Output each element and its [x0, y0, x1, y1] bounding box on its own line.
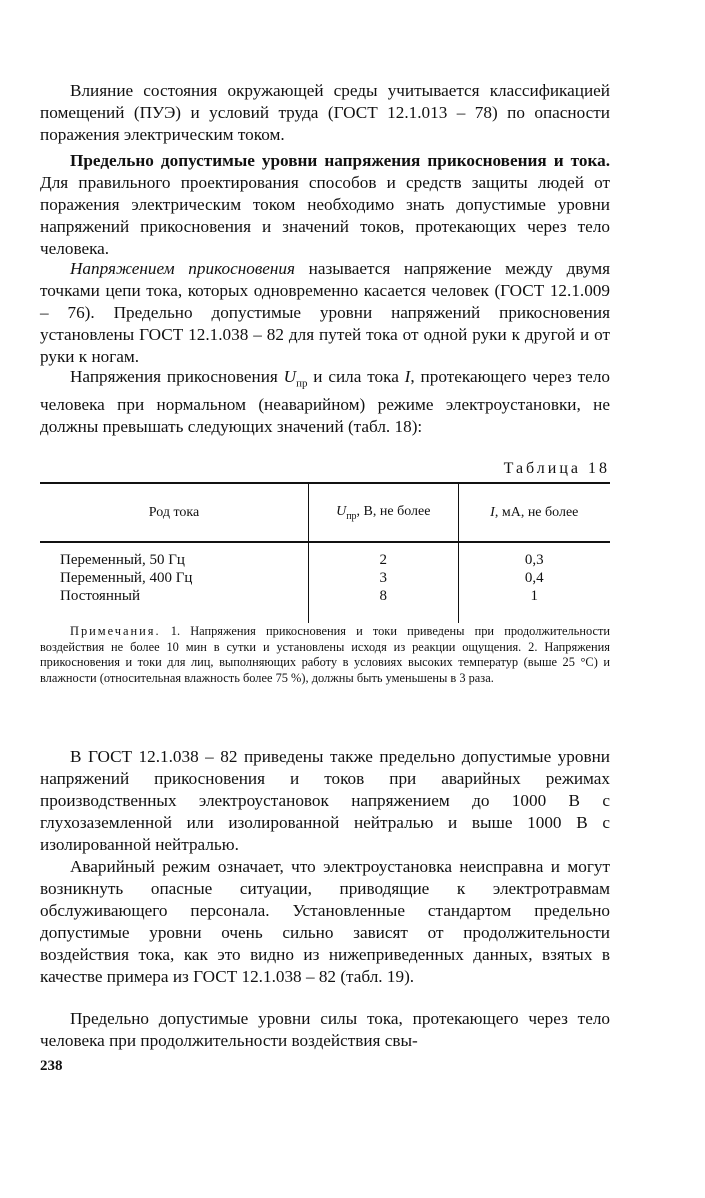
table-cell: Постоянный: [60, 588, 140, 604]
paragraph-environment: Влияние состояния окружающей среды учитывается классификацией помещений (ПУЭ) и условий труда (ГОСТ 12.1.013 – 78) по опасности поражения электрическим током.: [40, 81, 610, 144]
header-voltage-unit: , В, не более: [356, 503, 431, 519]
table-cell: Переменный, 400 Гц: [60, 570, 193, 586]
table-cell: 8: [379, 588, 387, 604]
paragraph-normal-mode: [40, 366, 610, 438]
table-caption: Таблица 18: [503, 460, 610, 477]
header-current-unit: , мА, не более: [494, 504, 579, 520]
symbol-u-subscript: пр: [346, 510, 357, 522]
paragraph-emergency-limits: В ГОСТ 12.1.038 – 82 приведены также предельно допустимые уровни напряжений прикосновения и токов при аварийных режимах производственных электроустановок напряжением до 1000 В с глухозаземленной или изолированной нейтралью и выше 1000 В с изолированной нейтралью.: [40, 747, 610, 854]
table-header-row: [40, 483, 610, 542]
table-cell: 3: [379, 570, 387, 586]
header-current-kind: Род тока: [40, 483, 308, 542]
note-label: Примечания.: [70, 624, 161, 638]
column-voltage: [308, 542, 458, 623]
page-number: 238: [40, 1058, 63, 1074]
paragraph-text: называется напряжение между двумя точками цепи тока, которых одновременно касается человек (ГОСТ 12.1.009 – 76). Предельно допустимые уровни напряжений прикосновения установлены ГОСТ 12.1.038 – 82 для путей тока от одной руки к другой и от руки к ногам.: [40, 259, 610, 366]
table-note: [40, 624, 610, 686]
symbol-i: I: [404, 367, 411, 386]
paragraph-heading: Предельно допустимые уровни напряжения прикосновения и тока.: [70, 151, 610, 170]
symbol-u: U: [336, 503, 347, 519]
paragraph-text: Для правильного проектирования способов и средств защиты людей от поражения электрическим током необходимо знать допустимые уровни напряжений прикосновения и значений токов, протекающих через тело человека.: [40, 173, 610, 258]
symbol-i: I: [490, 504, 495, 520]
text-segment: и сила тока: [307, 367, 405, 386]
paragraph-permissible-levels: [40, 150, 610, 260]
symbol-u-subscript: пр: [296, 377, 308, 390]
table-cell: 0,3: [524, 552, 544, 568]
header-current: [458, 483, 610, 542]
defined-term: Напряжением прикосновения: [70, 259, 296, 278]
table-cell: 2: [379, 552, 387, 568]
paragraph-emergency-mode: Аварийный режим означает, что электроустановка неисправна и могут возникнуть опасные ситуации, приводящие к электротравмам обслуживающего персонала. Установленные стандартом предельно допустимые уровни очень сильно зависят от продолжительности воздействия тока, как это видно из нижеприведенных данных, взятых в качестве примера из ГОСТ 12.1.038 – 82 (табл. 19).: [40, 857, 610, 986]
symbol-u: U: [283, 367, 297, 386]
paragraph-current-limits: Предельно допустимые уровни силы тока, протекающего через тело человека при продолжительности воздействия свы-: [40, 1009, 610, 1050]
paragraph-touch-voltage-definition: [40, 258, 610, 368]
table-cell: Переменный, 50 Гц: [60, 552, 185, 568]
text-segment: Напряжения прикосновения: [70, 367, 284, 386]
note-text: 1. Напряжения прикосновения и токи приведены при продолжительности воздействия не более 10 мин в сутки и установлены исходя из реакции ощущения. 2. Напряжения прикосновения и токи для лиц, выполняющих работу в условиях высоких температур (выше 25 °С) и влажности (относительная влажность более 75 %), должны быть уменьшены в 3 раза.: [40, 624, 610, 685]
table-body-row: [40, 542, 610, 623]
header-voltage: [308, 483, 458, 542]
table-cell: 0,4: [524, 570, 544, 586]
text-segment: , протекающего через тело человека при нормальном (неаварийном) режиме электроустановки, не должны превышать следующих значений (табл. 18):: [40, 367, 610, 437]
column-current-kind: [40, 542, 308, 623]
column-current: [458, 542, 610, 623]
limits-table: [40, 482, 610, 623]
table-cell: 1: [530, 588, 539, 604]
